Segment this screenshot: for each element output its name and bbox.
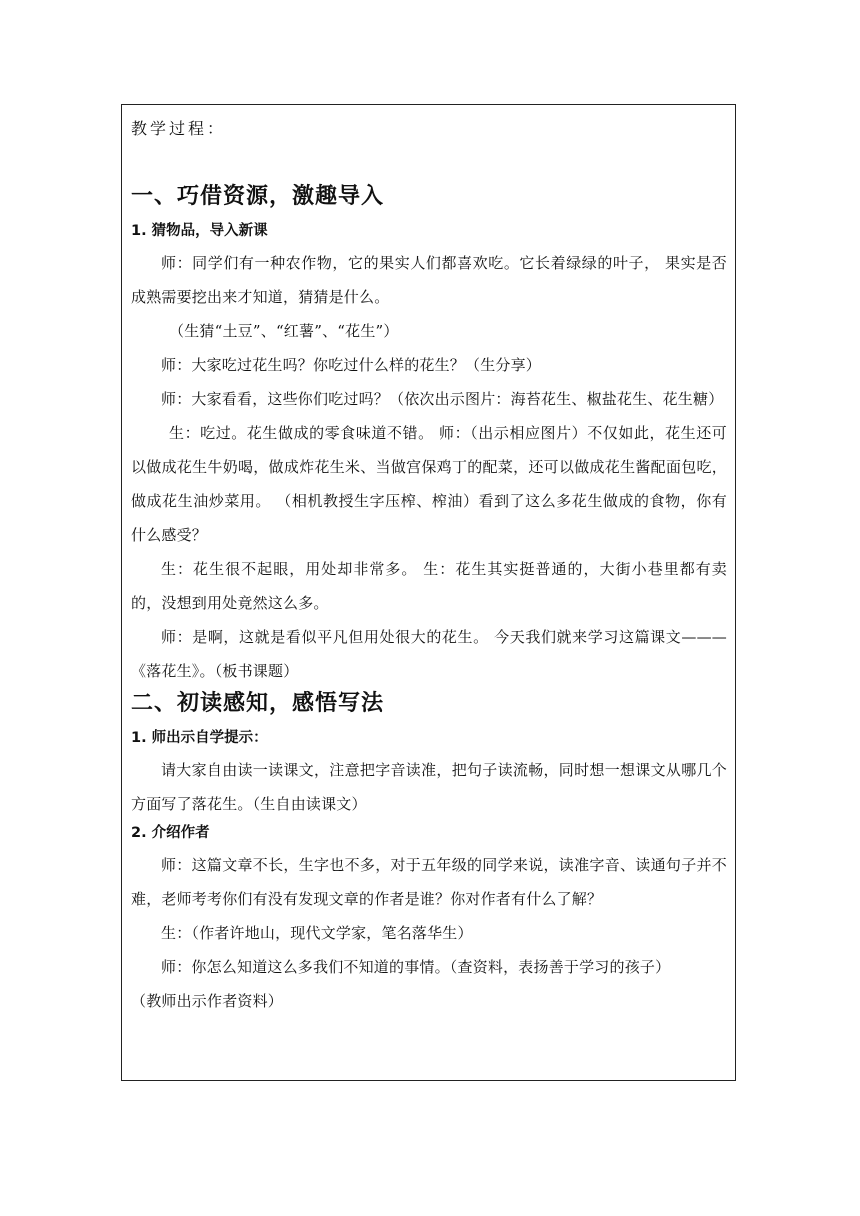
section-2-subtitle-b: 2. 介绍作者	[131, 825, 210, 841]
paragraph: （教师出示作者资料）	[131, 992, 284, 1010]
section-1-title: 一、巧借资源，激趣导入	[131, 184, 385, 209]
paragraph: 师：你怎么知道这么多我们不知道的事情。（查资料，表扬善于学习的孩子）	[161, 958, 671, 976]
section-2-title: 二、初读感知，感悟写法	[131, 691, 385, 716]
paragraph: 师：大家吃过花生吗？你吃过什么样的花生？（生分享）	[161, 356, 542, 374]
paragraph: 生：花生很不起眼，用处却非常多。 生：花生其实挺普通的，大街小巷里都有卖的，没想到用处竟然这么多。	[131, 560, 727, 612]
paragraph: 师：同学们有一种农作物，它的果实人们都喜欢吃。它长着绿绿的叶子， 果实是否成熟需要挖出来才知道，猜猜是什么。	[131, 254, 727, 306]
lesson-table	[121, 104, 736, 1081]
section-1-subtitle: 1. 猜物品，导入新课	[131, 223, 268, 239]
paragraph: 生：（作者许地山，现代文学家，笔名落华生）	[161, 924, 473, 942]
section-2-subtitle-a: 1. 师出示自学提示：	[131, 730, 268, 746]
lesson-content	[131, 115, 727, 1018]
paragraph: 师：大家看看，这些你们吃过吗？（依次出示图片：海苔花生、椒盐花生、花生糖）	[161, 390, 724, 408]
paragraph: 师：是啊，这就是看似平凡但用处很大的花生。 今天我们就来学习这篇课文———《落花生》。（板书课题）	[131, 628, 727, 680]
paragraph: 请大家自由读一读课文，注意把字音读准，把句子读流畅，同时想一想课文从哪几个方面写了落花生。（生自由读课文）	[131, 761, 727, 813]
paragraph: （生猜“土豆”、“红薯”、“花生”）	[169, 322, 399, 340]
process-label: 教学过程：	[131, 119, 227, 138]
paragraph: 生：吃过。花生做成的零食味道不错。 师：（出示相应图片）不仅如此，花生还可以做成花生牛奶喝，做成炸花生米、当做宫保鸡丁的配菜，还可以做成花生酱配面包吃，做成花生油炒菜用。 （相机教授生字压榨、榨油）看到了这么多花生做成的食物，你有什么感受？	[131, 424, 727, 544]
paragraph: 师：这篇文章不长，生字也不多，对于五年级的同学来说，读准字音、读通句子并不难，老师考考你们有没有发现文章的作者是谁？你对作者有什么了解？	[131, 856, 727, 908]
